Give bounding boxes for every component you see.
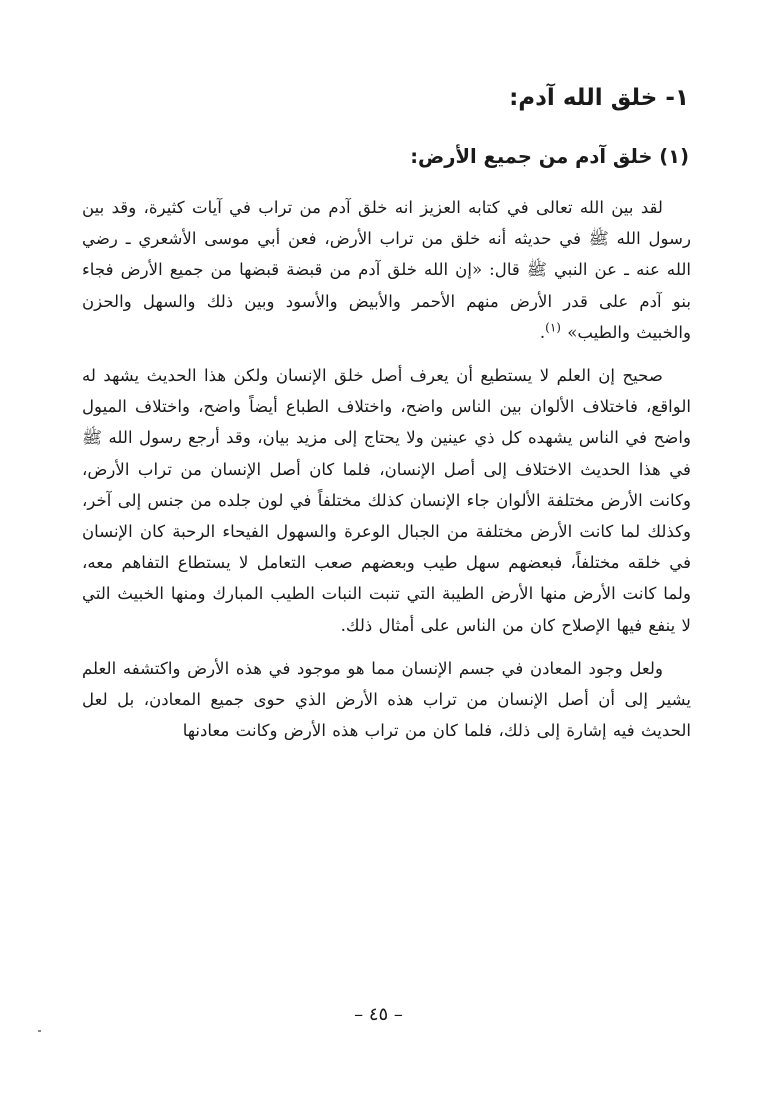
- chapter-heading: ١- خلق الله آدم:: [509, 85, 689, 111]
- paragraph-1: [82, 192, 691, 348]
- paragraph-2: [82, 360, 691, 641]
- paragraph-1-text: لقد بين الله تعالى في كتابه العزيز انه خلق آدم من تراب في آيات كثيرة، وقد بين رسول الله ﷺ في حديثه أنه خلق من تراب الأرض، فعن أبي موسى الأشعري ـ رضي الله عنه ـ عن النبي ﷺ قال: «إن الله خلق آدم من قبضة قبضها من جميع الأرض فجاء بنو آدم على قدر الأرض منهم الأحمر والأبيض والأسود وبين ذلك والسهل والحزن والخبيث والطيب»: [82, 198, 691, 342]
- paragraph-1-ending: .: [539, 322, 546, 342]
- page-number: – ٤٥ –: [354, 1004, 403, 1025]
- scan-speck: [38, 1030, 41, 1032]
- paragraph-3: [82, 653, 691, 747]
- section-heading: (١) خلق آدم من جميع الأرض:: [410, 145, 689, 168]
- footnote-reference: (١): [545, 320, 561, 335]
- paragraph-2-text: صحيح إن العلم لا يستطيع أن يعرف أصل خلق الإنسان ولكن هذا الحديث يشهد له الواقع، فاختلاف الألوان بين الناس واضح، واختلاف الطباع أيضاً واضح، واختلاف الميول واضح في الناس يشهده كل ذي عينين ولا يحتاج إلى مزيد بيان، وقد أرجع رسول الله ﷺ في هذا الحديث الاختلاف إلى أصل الإنسان، فلما كان أصل الإنسان من تراب الأرض، وكانت الأرض مختلفة الألوان جاء الإنسان كذلك مختلفاً في لون جلده من جنس إلى آخر، وكذلك لما كانت الأرض مختلفة من الجبال الوعرة والسهول الفيحاء الرحبة كان الإنسان في خلقه مختلفاً، فبعضهم سهل طيب وبعضهم صعب التعامل لا يستطاع التفاهم معه، ولما كانت الأرض منها الأرض الطيبة التي تنبت النبات الطيب المبارك ومنها الخبيث التي لا ينفع فيها الإصلاح كان من الناس على أمثال ذلك.: [82, 366, 691, 635]
- page-content: [82, 78, 691, 758]
- paragraph-3-text: ولعل وجود المعادن في جسم الإنسان مما هو موجود في هذه الأرض واكتشفه العلم يشير إلى أن أصل الإنسان من تراب هذه الأرض الذي حوى جميع المعادن، بل لعل الحديث فيه إشارة إلى ذلك، فلما كان من تراب هذه الأرض وكانت معادنها: [82, 658, 691, 741]
